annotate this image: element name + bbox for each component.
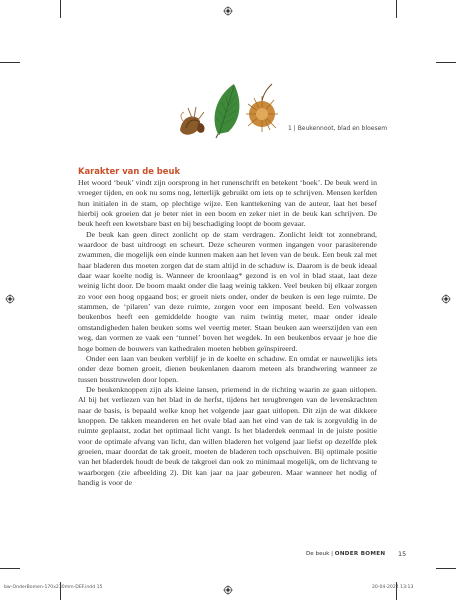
footer-separator: |	[331, 551, 333, 557]
caption-text: Beukennoot, blad en bloesem	[297, 125, 388, 132]
crop-mark-tl-h	[0, 62, 20, 63]
beech-leaf-icon	[215, 84, 240, 138]
running-head: De beuk	[306, 551, 330, 557]
paragraph: De beukenknoppen zijn als kleine lansen, priemend in de richting waarin ze gaan uitlopen. Al bij het verliezen van het blad in de herfst, tijdens het terugbrengen van de levenskrachten naar de basis, is bepaald welke knop het volgende jaar gaat uitlopen. Dit zijn de wat dikkere knoppen. De takken meanderen en het ovale blad aan het eind van de tak is zorgvuldig in de ruimte geplaatst, zodat het optimaal licht vangt. Is het bladerdek eenmaal in de juiste positie voor de optimale afvang van licht, dan willen bladeren het volgend jaar liefst op dezelfde plek groeien, maar doordat de tak groeit, moeten de bladeren toch opschuiven. Bij optimale positie van het bladerdek houdt de beuk de takgroei dan ook zo minimaal mogelijk, om de lichtvang te waarborgen (zie afbeelding 2). Dit kan jaar na jaar gebeuren. Maar wanneer het nodig of handig is voor de	[78, 384, 377, 487]
crop-mark-tl-v	[60, 0, 61, 18]
crop-mark-tr-h	[436, 62, 456, 63]
paragraph: Onder een laan van beuken verblijf je in de koelte en schaduw. En omdat er nauwelijks iets onder deze bomen groeit, dienen beukenlanen daarom meteen als brandwering wanneer ze tussen bosstruwelen door lopen.	[78, 353, 377, 384]
caption-number: 1	[288, 125, 292, 132]
figure-caption	[288, 125, 438, 132]
beech-blossom-icon	[246, 84, 278, 132]
registration-mark-left-icon	[5, 294, 15, 304]
section-title: ONDER BOMEN	[334, 551, 386, 557]
registration-mark-top-icon	[223, 6, 233, 16]
crop-mark-tr-v	[396, 0, 397, 18]
paragraph: Het woord ‘beuk’ vindt zijn oorsprong in het runenschrift en betekent ‘boek’. De beuk werd in vroeger tijden, en ook nu soms nog, letterlijk gebruikt om iets op te schrijven. Mensen kerfden hun initialen in de stam, op plechtige wijze. Een kanttekening van de auteur, laat het besef hierbij ook groeien dat je beter niet in een boom en zeker niet in de beuk kan schrijven. De beuk heeft een kwetsbare bast en bij beschadiging loopt de boom gevaar.	[78, 178, 377, 229]
caption-separator: |	[293, 125, 298, 132]
body-text	[78, 178, 377, 488]
crop-mark-br-h	[436, 568, 456, 569]
beech-nut-icon	[180, 107, 205, 135]
registration-mark-right-icon	[441, 294, 451, 304]
beech-illustration	[176, 78, 286, 140]
slug-file: bw-OnderBomen-170x230mm-DEF.indd 15	[4, 585, 103, 590]
section-heading: Karakter van de beuk	[78, 166, 181, 176]
page-number: 15	[398, 550, 407, 558]
registration-mark-bottom-icon	[223, 585, 233, 595]
paragraph: De beuk kan geen direct zonlicht op de stam verdragen. Zonlicht leidt tot zonnebrand, waardoor de bast uitdroogt en scheurt. Deze scheuren vormen ingangen voor parasiterende zwammen, die mogelijk een einde kunnen maken aan het leven van de beuk. Een beuk zal met haar bladeren dus moeten zorgen dat de stam altijd in de schaduw is. Daarom is de beuk ideaal daar waar koelte nodig is. Wanneer de kroonlaag* gezond is en vol in blad staat, laat deze weinig licht door. De boom maakt onder die laag weinig takken. Veel beuken bij elkaar zorgen zo voor een hoog opgaand bos; er groeit niets onder, onder de beuken is een lege ruimte. De stammen, de ‘pilaren’ van deze ruimte, zorgen voor een imposant beeld. Een volwassen beukenbos heeft een gemiddelde hoogte van ruim twintig meter, maar onder ideale omstandigheden halen beuken soms wel veertig meter. Staan beuken aan weerszijden van een weg, dan vormen ze vaak een ‘tunnel’ boven het wegdek. In een beukenbos ervaar je hoe die hoge bomen de bouwers van kathedralen moeten hebben geïnspireerd.	[78, 229, 377, 353]
slug-date: 20-04-2024 13:13	[372, 585, 414, 590]
running-footer	[306, 551, 385, 557]
crop-mark-bl-h	[0, 568, 20, 569]
